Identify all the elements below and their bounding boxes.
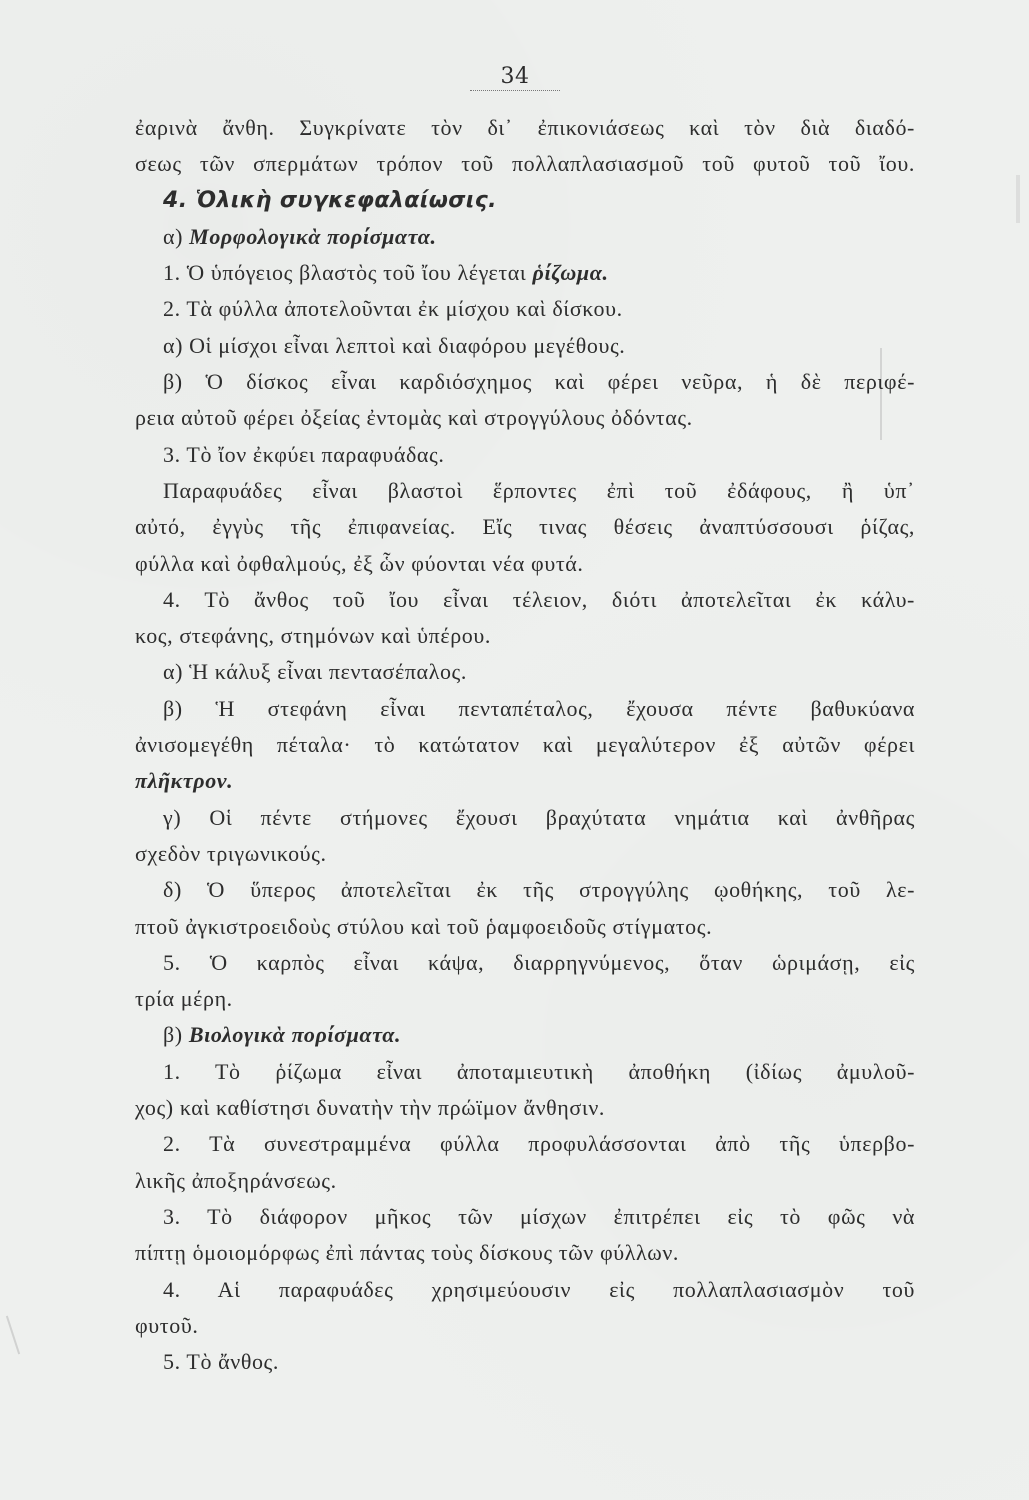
subsection-heading — [135, 1017, 915, 1053]
subsection-marker: β) — [163, 1022, 183, 1048]
text-line: αὐτό, ἐγγὺς τῆς ἐπιφανείας. Εἴς τινας θέσεις ἀναπτύσσουσι ῥίζας, — [135, 514, 915, 540]
text-line: β) Ἡ στεφάνη εἶναι πενταπέταλος, ἔχουσα πέντε βαθυκύανα — [163, 695, 915, 721]
subsection-marker: α) — [163, 223, 184, 249]
text-line: α) Οἱ μίσχοι εἶναι λεπτοὶ καὶ διαφόρου μεγέθους. — [163, 332, 626, 358]
section-number: 4. — [163, 187, 188, 213]
text-line: φύλλα καὶ ὀφθαλμούς, ἐξ ὧν φύονται νέα φυτά. — [135, 550, 584, 576]
text-line: 2. Τὰ συνεστραμμένα φύλλα προφυλάσσονται ἀπὸ τῆς ὑπερβο- — [163, 1131, 915, 1157]
text-line: 5. Ὁ καρπὸς εἶναι κάψα, διαρρηγνύμενος, ὅταν ὡριμάσῃ, εἰς — [163, 949, 915, 975]
text-line: πίπτῃ ὁμοιομόρφως ἐπὶ πάντας τοὺς δίσκους τῶν φύλλων. — [135, 1240, 679, 1266]
text-line: τρία μέρη. — [135, 986, 233, 1012]
text-line: 3. Τὸ διάφορον μῆκος τῶν μίσχων ἐπιτρέπει εἰς τὸ φῶς νὰ — [163, 1203, 915, 1229]
subsection-heading — [135, 219, 915, 255]
text-line: 2. Τὰ φύλλα ἀποτελοῦνται ἐκ μίσχου καὶ δίσκου. — [163, 296, 623, 322]
scan-mark — [6, 1316, 20, 1355]
text-line: 3. Τὸ ἴον ἐκφύει παραφυάδας. — [163, 441, 445, 467]
text-line: λικῆς ἀποξηράνσεως. — [135, 1167, 337, 1193]
text-fragment: 1. Ὁ ὑπόγειος βλαστὸς τοῦ ἴου λέγεται — [163, 260, 527, 286]
text-line: 1. Τὸ ῥίζωμα εἶναι ἀποταμιευτικὴ ἀποθήκη (ἰδίως ἀμυλοῦ- — [163, 1058, 915, 1084]
text-line: α) Ἡ κάλυξ εἶναι πεντασέπαλος. — [163, 659, 467, 685]
text-line: φυτοῦ. — [135, 1312, 199, 1338]
text-line — [135, 255, 915, 291]
subsection-title: Μορφολογικὰ πορίσματα. — [189, 223, 437, 249]
text-line: ρεια αὐτοῦ φέρει ὀξείας ἐντομὰς καὶ στρογγύλους ὀδόντας. — [135, 405, 693, 431]
text-line: σεως τῶν σπερμάτων τρόπον τοῦ πολλαπλασιασμοῦ τοῦ φυτοῦ τοῦ ἴου. — [135, 151, 915, 177]
text-line: κος, στεφάνης, στημόνων καὶ ὑπέρου. — [135, 623, 491, 649]
text-line: χος) καὶ καθίστησι δυνατὴν τὴν πρώϊμον ἄνθησιν. — [135, 1095, 606, 1121]
emphasized-term: ῥίζωμα. — [532, 260, 609, 286]
page-number: 34 — [500, 64, 530, 89]
text-line: ἀνισομεγέθη πέταλα· τὸ κατώτατον καὶ μεγαλύτερον ἐξ αὐτῶν φέρει — [135, 732, 915, 758]
text-line: ἐαρινὰ ἄνθη. Συγκρίνατε τὸν δι᾽ ἐπικονιάσεως καὶ τὸν διὰ διαδό- — [135, 115, 915, 140]
text-line: πτοῦ ἀγκιστροειδοὺς στύλου καὶ τοῦ ῥαμφοειδοῦς στίγματος. — [135, 913, 713, 939]
text-line: 4. Αἱ παραφυάδες χρησιμεύουσιν εἰς πολλαπλασιασμὸν τοῦ — [163, 1276, 915, 1302]
text-line: δ) Ὁ ὕπερος ἀποτελεῖται ἐκ τῆς στρογγύλης ῳοθήκης, τοῦ λε- — [163, 877, 915, 903]
text-line: 5. Τὸ ἄνθος. — [163, 1349, 279, 1375]
section-heading — [135, 183, 915, 219]
emphasized-term: πλῆκτρον. — [135, 768, 234, 794]
text-line: Παραφυάδες εἶναι βλαστοὶ ἕρποντες ἐπὶ τοῦ ἐδάφους, ἢ ὑπ᾽ — [163, 477, 915, 503]
subsection-title: Βιολογικὰ πορίσματα. — [188, 1022, 402, 1048]
text-line: 4. Τὸ ἄνθος τοῦ ἴου εἶναι τέλειον, διότι ἀποτελεῖται ἐκ κάλυ- — [163, 586, 915, 612]
page-text — [135, 110, 915, 1380]
text-line: γ) Οἱ πέντε στήμονες ἔχουσι βραχύτατα νημάτια καὶ ἀνθῆρας — [163, 804, 915, 830]
section-title: Ὁλικὴ συγκεφαλαίωσις. — [195, 187, 497, 213]
page-number-underline — [470, 90, 560, 91]
text-line: σχεδὸν τριγωνικούς. — [135, 840, 327, 866]
text-line: β) Ὁ δίσκος εἶναι καρδιόσχημος καὶ φέρει νεῦρα, ἡ δὲ περιφέ- — [163, 369, 915, 395]
scan-mark — [1016, 175, 1020, 223]
